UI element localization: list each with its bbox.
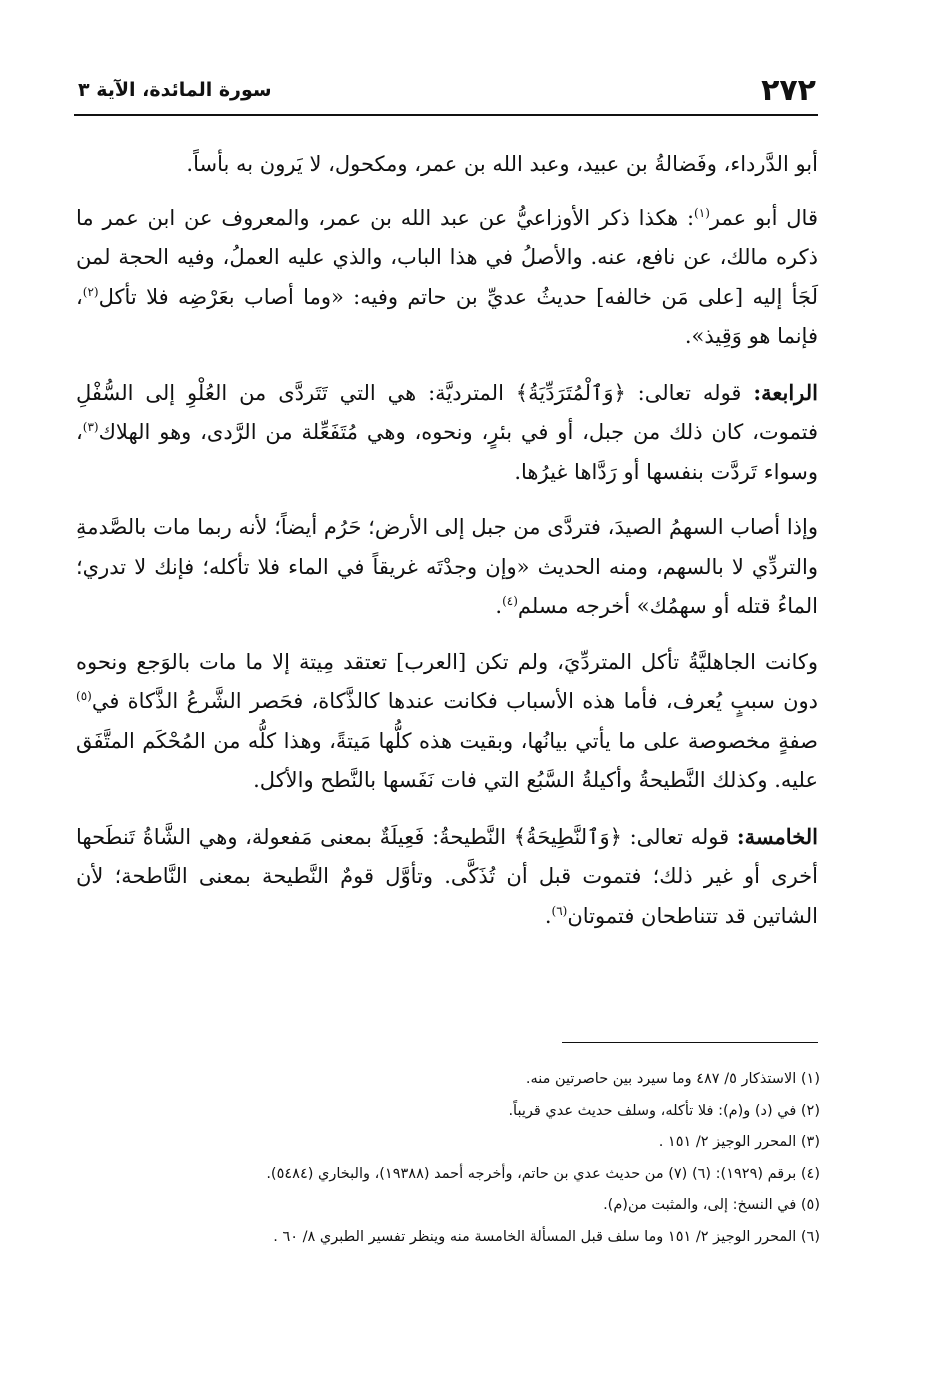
- paragraph: [76, 643, 818, 801]
- paragraph-text: : هكذا ذكر الأوزاعيُّ عن عبد الله بن عمر، والمعروف عن ابن عمر ما ذكره مالك، عن نافع، عنه. والأصلُ في هذا الباب، والذي عليه العملُ، وفيه الحجة لمن لَجَأ إليه [على مَن خالفه] حديثُ عديِّ بن حاتم وفيه: «وما أصاب بعَرْضِه فلا تأكل: [76, 205, 818, 309]
- paragraph: [76, 199, 818, 357]
- paragraph-text: قال أبو عمر: [709, 205, 818, 230]
- paragraph: [76, 508, 818, 627]
- paragraph: [76, 373, 818, 493]
- footnote: (٣) المحرر الوجيز ٢/ ١٥١ .: [658, 1134, 820, 1150]
- footnote: (٥) في النسخ: إلى، والمثبت من(م).: [603, 1197, 820, 1213]
- page-header: [78, 70, 816, 110]
- footnotes: [60, 1064, 820, 1253]
- running-title: سورة المائدة، الآية ٣: [78, 79, 272, 101]
- paragraph: [76, 817, 818, 937]
- footnote: (١) الاستذكار ٥/ ٤٨٧ وما سيرد بين حاصرتين منه.: [525, 1071, 820, 1087]
- header-divider: [74, 114, 818, 116]
- paragraph-text: .: [544, 903, 552, 928]
- footnote: (٢) في (د) و(م): فلا تأكله، وسلف حديث عدي قريباً.: [508, 1102, 820, 1119]
- footnote-ref: (٦): [551, 903, 568, 918]
- paragraph-text: صفةٍ مخصوصة على ما يأتي بيانُها، وبقيت هذه كلُّها مَيتةً، وهذا كلُّه من المُحْكَم المتَّفَق عليه. وكذلك النَّطيحةُ وأكيلةُ السَّبُع التي فات نَفَسها بالنَّطح والأكل.: [76, 728, 818, 792]
- paragraph-text: وكانت الجاهليَّةُ تأكل المتردِّيَ، ولم تكن [العرب] تعتقد مِيتة إلا ما مات بالوَجع ونحوه دون سببٍ يُعرف، فأما هذه الأسباب فكانت عندها كالذَّكاة، فحَصر الشَّرعُ الذَّكاة في: [76, 649, 818, 713]
- footnote-ref: (٥): [76, 689, 92, 703]
- footnote-divider: [562, 1042, 818, 1043]
- footnote-ref: (٤): [502, 594, 518, 608]
- paragraph-text: وإذا أصاب السهمُ الصيدَ، فتردَّى من جبل إلى الأرض؛ حَرُم أيضاً؛ لأنه ربما مات بالصَّدمةِ والتردِّي لا بالسهم، ومنه الحديث «وإن وجدْتَه غريقاً في الماء فلا تأكله؛ فإنك لا تدري؛ الماءُ قتله أو سهمُك» أخرجه مسلم: [76, 515, 818, 618]
- page-number: ٢٧٢: [761, 72, 816, 108]
- section-lead: الخامسة:: [736, 823, 818, 849]
- section-lead: الرابعة:: [753, 379, 818, 405]
- footnote: (٦) المحرر الوجيز ٢/ ١٥١ وما سلف قبل المسألة الخامسة منه وينظر تفسير الطبري ٨/ ٦٠ .: [273, 1228, 820, 1245]
- paragraph-text: قوله تعالى: ﴿وَٱلنَّطِيحَةُ﴾ النَّطيحةُ: فَعِيلَةٌ بمعنى مَفعولة، وهي الشَّاةُ تَنطَحها أخرى أو غير ذلك؛ فتموت قبل أن تُذَكَّى. وتأوَّل قومٌ النَّطيحة بمعنى النَّاطحة؛ لأن الشاتين قد تتناطحان فتموتان: [76, 824, 819, 928]
- paragraph-text: ، وسواء تَردَّت بنفسها أو رَدَّاها غيرُها.: [76, 420, 818, 484]
- footnote-ref: (٢): [82, 284, 99, 299]
- footnote-ref: (٣): [82, 420, 99, 434]
- paragraph-text: ، فإنما هو وَقِيذ».: [76, 284, 818, 348]
- paragraph-text: أبو الدَّرداء، وفَضالةُ بن عبيد، وعبد الله بن عمر، ومكحول، لا يَرون به بأساً.: [186, 152, 818, 176]
- paragraph-text: .: [495, 594, 503, 618]
- paragraph-text: قوله تعالى: ﴿وَٱلْمُتَرَدِّيَةُ﴾ المترديَّة: هي التي تَتَردَّى من العُلْوِ إلى السُّفْلِ فتموت، كان ذلك من جبل، أو في بئرٍ، ونحوه، وهي مُتَفَعِّلة من الرَّدى، وهو الهلاك: [76, 380, 818, 444]
- main-text: [76, 145, 818, 952]
- paragraph: [76, 145, 818, 185]
- footnote: (٤) برقم (١٩٢٩): (٦) (٧) من حديث عدي بن حاتم، وأخرجه أحمد (١٩٣٨٨)، والبخاري (٥٤٨٤).: [266, 1165, 820, 1182]
- footnote-ref: (١): [694, 205, 710, 220]
